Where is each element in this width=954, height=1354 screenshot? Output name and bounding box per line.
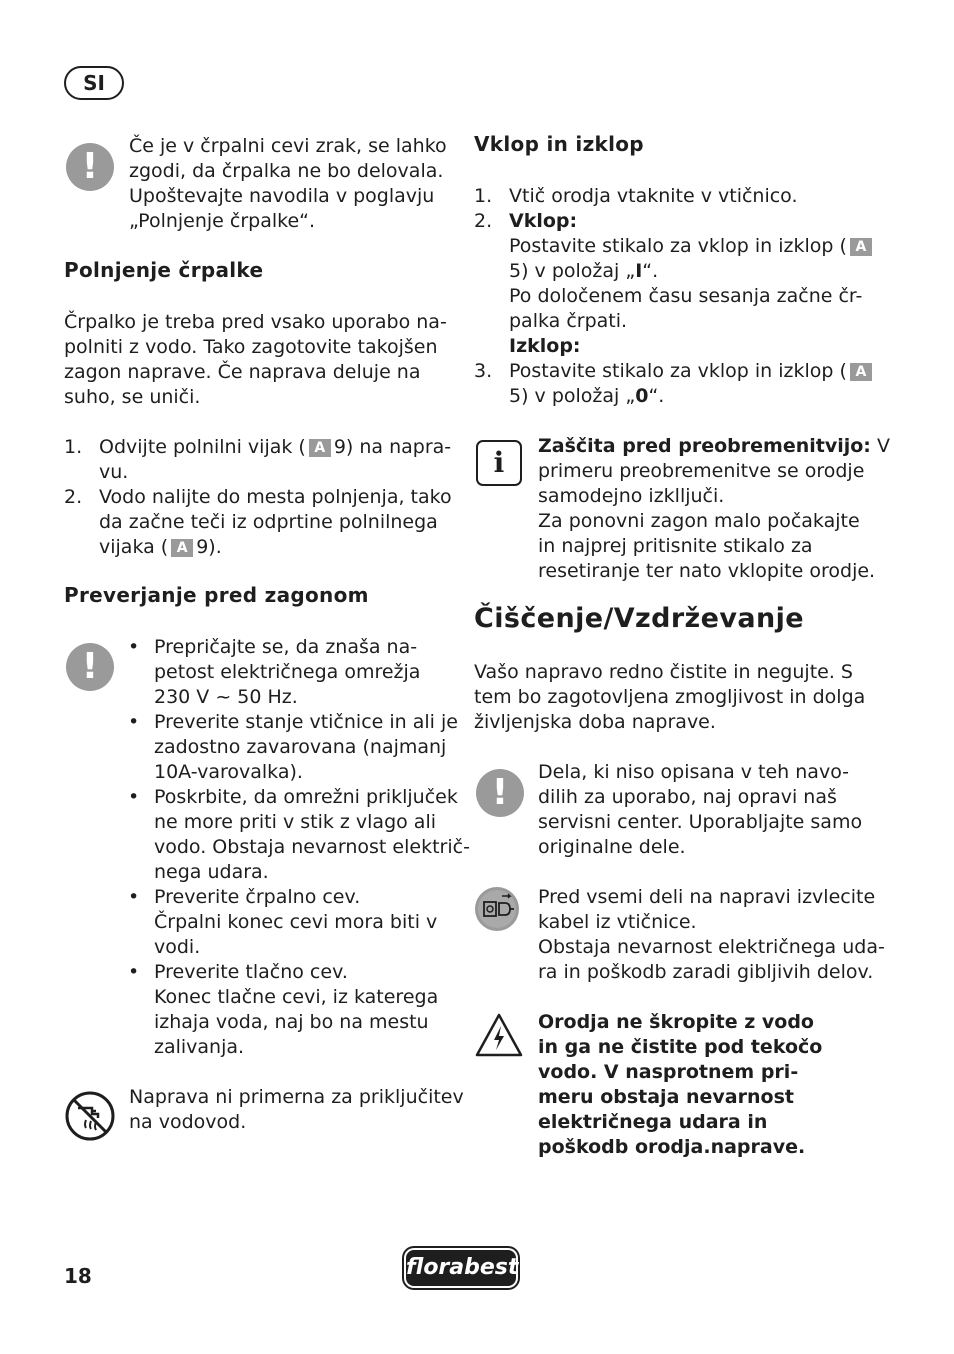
filling-paragraph: Črpalko je treba pred vsako uporabo na- polniti z vodo. Tako zagotovite takojšen zagon naprave. Če naprava deluje na suho, se uniči. [64, 311, 447, 408]
info-icon: i [476, 440, 522, 486]
list-item: 3. Postavite stikalo za vklop in izklop ( A 5) v položaj „0“. [474, 359, 875, 409]
list-item: 1. Vtič orodja vtaknite v vtičnico. [474, 185, 798, 207]
florabest-logo: florabest [406, 1250, 516, 1286]
pre-check-list [128, 635, 470, 1060]
language-badge: SI [64, 66, 124, 100]
cleaning-paragraph: Vašo napravo redno čistite in negujte. S tem bo zagotovljena zmogljivost in dolga življenjska doba naprave. [474, 661, 866, 733]
list-item: • Preverite stanje vtičnice in ali je zadostno zavarovana (najmanj 10A-varovalka). [128, 711, 458, 783]
heading-filling: Polnjenje črpalke [64, 258, 264, 282]
warning-icon: ! [66, 143, 114, 191]
warning-icon: ! [476, 769, 524, 817]
list-item: • Poskrbite, da omrežni priključek ne more priti v stik z vlago ali vodo. Obstaja nevarnost električ- nega udara. [128, 786, 470, 883]
warning-note-air: Če je v črpalni cevi zrak, se lahko zgodi, da črpalka ne bo delovala. Upoštevajte navodila v poglavju „Polnjenje črpalke“. [129, 135, 447, 232]
heading-pre-check: Preverjanje pred zagonom [64, 583, 369, 607]
list-item: 2. Vklop: Postavite stikalo za vklop in izklop ( A 5) v položaj „I“. Po določenem času sesanja začne čr- palka črpati. Izklop: [474, 209, 875, 359]
no-water-supply-icon [64, 1090, 116, 1142]
figure-ref-badge: A [850, 238, 872, 256]
service-parts-note: Dela, ki niso opisana v teh navo- dilih za uporabo, naj opravi naš servisni center. Uporabljajte samo originalne dele. [538, 761, 863, 858]
figure-ref-badge: A [309, 439, 331, 457]
list-item: • Preverite tlačno cev. Konec tlačne cevi, iz katerega izhaja voda, naj bo na mestu zalivanja. [128, 961, 439, 1058]
list-item: 2. Vodo nalijte do mesta polnjenja, tako da začne teči iz odprtine polnilnega vijaka ( A 9). [64, 486, 452, 558]
overload-protection-note: Zaščita pred preobremenitvijo: V primeru preobremenitve se orodje samodejno izklljuči. Za ponovni zagon malo počakajte in najprej pritisnite stikalo za resetiranje ter nato vklopite orodje. [538, 435, 890, 582]
list-item: • Prepričajte se, da znaša na- petost električnega omrežja 230 V ~ 50 Hz. [128, 636, 421, 708]
water-danger-warning: Orodja ne škropite z vodo in ga ne čistite pod tekočo vodo. V nasprotnem pri- meru obstaja nevarnost električnega udara in poškodb orodja.naprave. [538, 1011, 823, 1158]
unplug-icon [474, 886, 520, 932]
electric-hazard-icon [474, 1012, 524, 1058]
list-item: • Preverite črpalno cev. Črpalni konec cevi mora biti v vodi. [128, 886, 438, 958]
on-off-steps [474, 184, 875, 409]
list-item: 1. Odvijte polnilni vijak ( A 9) na napra- vu. [64, 436, 452, 483]
page-number: 18 [64, 1264, 92, 1288]
heading-on-off: Vklop in izklop [474, 132, 644, 156]
filling-steps [64, 435, 452, 560]
no-water-supply-note: Naprava ni primerna za priključitev na vodovod. [129, 1086, 464, 1133]
figure-ref-badge: A [171, 539, 193, 557]
warning-icon: ! [66, 643, 114, 691]
unplug-note: Pred vsemi deli na napravi izvlecite kabel iz vtičnice. Obstaja nevarnost električnega uda- ra in poškodb zaradi gibljivih delov. [538, 886, 885, 983]
heading-cleaning: Čiščenje/Vzdrževanje [474, 603, 804, 634]
figure-ref-badge: A [850, 363, 872, 381]
